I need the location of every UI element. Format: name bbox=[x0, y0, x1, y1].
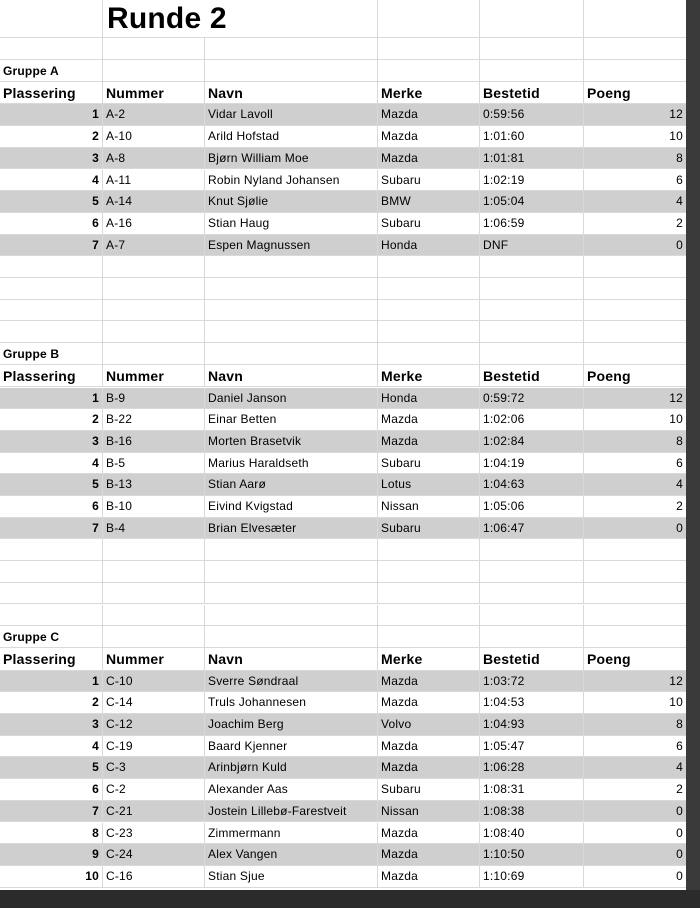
group-label-row bbox=[0, 343, 686, 365]
cell-placement[interactable]: 4 bbox=[0, 736, 103, 757]
empty-cell[interactable] bbox=[205, 583, 378, 604]
cell-best-time[interactable]: 1:10:69 bbox=[480, 866, 584, 887]
cell-number[interactable]: C-2 bbox=[103, 779, 205, 800]
cell-best-time[interactable]: 1:01:81 bbox=[480, 148, 584, 169]
cell-name[interactable]: Eivind Kvigstad bbox=[205, 496, 378, 517]
cell-brand[interactable]: Mazda bbox=[378, 148, 480, 169]
cell-points[interactable]: 4 bbox=[676, 477, 683, 492]
empty-row bbox=[0, 256, 686, 278]
empty-cell[interactable] bbox=[103, 343, 205, 364]
cell-brand[interactable]: Lotus bbox=[378, 474, 480, 495]
cell-placement[interactable]: 2 bbox=[0, 692, 103, 713]
cell-brand[interactable]: Mazda bbox=[378, 431, 480, 452]
header-best-time[interactable]: Bestetid bbox=[480, 82, 584, 104]
cell-number[interactable]: B-10 bbox=[103, 496, 205, 517]
cell-points[interactable]: 2 bbox=[676, 782, 683, 797]
cell-brand[interactable]: Subaru bbox=[378, 453, 480, 474]
empty-cell[interactable] bbox=[584, 60, 686, 81]
cell-placement[interactable]: 10 bbox=[0, 866, 103, 887]
table-row bbox=[0, 148, 686, 170]
cell-name[interactable]: Daniel Janson bbox=[205, 388, 378, 409]
empty-cell[interactable] bbox=[480, 539, 584, 560]
empty-row bbox=[0, 38, 686, 60]
empty-cell[interactable] bbox=[378, 278, 480, 299]
cell-number[interactable]: A-16 bbox=[103, 213, 205, 234]
cell-points[interactable]: 6 bbox=[676, 172, 683, 187]
cell-number[interactable]: A-2 bbox=[103, 104, 205, 125]
cell-brand[interactable]: Nissan bbox=[378, 801, 480, 822]
empty-cell[interactable] bbox=[103, 60, 205, 81]
empty-cell[interactable] bbox=[584, 626, 686, 647]
cell-placement[interactable]: 6 bbox=[0, 779, 103, 800]
cell-name[interactable]: Vidar Lavoll bbox=[205, 104, 378, 125]
empty-cell[interactable] bbox=[103, 561, 205, 582]
cell-number[interactable]: B-9 bbox=[103, 388, 205, 409]
cell-number[interactable]: B-13 bbox=[103, 474, 205, 495]
empty-cell[interactable] bbox=[480, 343, 584, 364]
empty-cell[interactable] bbox=[480, 60, 584, 81]
empty-cell[interactable] bbox=[584, 605, 686, 626]
empty-cell[interactable] bbox=[205, 38, 378, 59]
cell-placement[interactable]: 1 bbox=[0, 671, 103, 692]
empty-cell[interactable] bbox=[584, 583, 686, 604]
empty-cell[interactable] bbox=[378, 539, 480, 560]
empty-cell[interactable] bbox=[378, 60, 480, 81]
cell-points[interactable]: 10 bbox=[669, 129, 683, 144]
cell-name[interactable]: Knut Sjølie bbox=[205, 191, 378, 212]
empty-cell[interactable] bbox=[584, 300, 686, 321]
table-row bbox=[0, 388, 686, 410]
cell-number[interactable]: C-21 bbox=[103, 801, 205, 822]
header-placement[interactable]: Plassering bbox=[0, 365, 103, 387]
header-best-time[interactable]: Bestetid bbox=[480, 365, 584, 387]
cell-placement[interactable]: 5 bbox=[0, 191, 103, 212]
table-row bbox=[0, 431, 686, 453]
cell-number[interactable]: A-10 bbox=[103, 126, 205, 147]
empty-cell[interactable] bbox=[584, 0, 686, 37]
cell-best-time[interactable]: 1:03:72 bbox=[480, 671, 584, 692]
cell-best-time[interactable]: 0:59:56 bbox=[480, 104, 584, 125]
cell-number[interactable]: C-23 bbox=[103, 823, 205, 844]
cell-name[interactable]: Stian Aarø bbox=[205, 474, 378, 495]
cell-name[interactable]: Arinbjørn Kuld bbox=[205, 757, 378, 778]
cell-best-time[interactable]: 1:08:40 bbox=[480, 823, 584, 844]
cell-best-time[interactable]: 0:59:72 bbox=[480, 388, 584, 409]
cell-best-time[interactable]: DNF bbox=[480, 235, 584, 256]
cell-name[interactable]: Zimmermann bbox=[205, 823, 378, 844]
table-row bbox=[0, 474, 686, 496]
table-row bbox=[0, 235, 686, 257]
header-name[interactable]: Navn bbox=[205, 365, 378, 387]
cell-points[interactable]: 12 bbox=[669, 107, 683, 122]
empty-cell[interactable] bbox=[378, 626, 480, 647]
cell-points[interactable]: 12 bbox=[669, 673, 683, 688]
cell-brand[interactable]: Subaru bbox=[378, 213, 480, 234]
cell-name[interactable]: Einar Betten bbox=[205, 409, 378, 430]
cell-best-time[interactable]: 1:08:31 bbox=[480, 779, 584, 800]
table-row bbox=[0, 823, 686, 845]
cell-number[interactable]: C-24 bbox=[103, 844, 205, 865]
group-label[interactable]: Gruppe B bbox=[0, 343, 103, 364]
empty-cell[interactable] bbox=[205, 539, 378, 560]
table-row bbox=[0, 779, 686, 801]
empty-cell[interactable] bbox=[205, 256, 378, 277]
cell-name[interactable]: Morten Brasetvik bbox=[205, 431, 378, 452]
cell-placement[interactable]: 3 bbox=[0, 714, 103, 735]
cell-points[interactable]: 12 bbox=[669, 390, 683, 405]
empty-cell[interactable] bbox=[103, 539, 205, 560]
header-row bbox=[0, 82, 686, 105]
cell-brand[interactable]: BMW bbox=[378, 191, 480, 212]
cell-best-time[interactable]: 1:04:53 bbox=[480, 692, 584, 713]
cell-brand[interactable]: Subaru bbox=[378, 518, 480, 539]
cell-number[interactable]: C-16 bbox=[103, 866, 205, 887]
empty-cell[interactable] bbox=[378, 300, 480, 321]
cell-name[interactable]: Sverre Søndraal bbox=[205, 671, 378, 692]
cell-brand[interactable]: Mazda bbox=[378, 823, 480, 844]
group-label[interactable]: Gruppe C bbox=[0, 626, 103, 647]
empty-cell[interactable] bbox=[0, 278, 103, 299]
empty-cell[interactable] bbox=[103, 321, 205, 342]
header-name[interactable]: Navn bbox=[205, 82, 378, 104]
table-row bbox=[0, 671, 686, 693]
empty-cell[interactable] bbox=[0, 256, 103, 277]
header-name[interactable]: Navn bbox=[205, 648, 378, 670]
empty-row bbox=[0, 605, 686, 627]
cell-points[interactable]: 4 bbox=[676, 194, 683, 209]
cell-best-time[interactable]: 1:06:28 bbox=[480, 757, 584, 778]
cell-points[interactable]: 2 bbox=[676, 215, 683, 230]
cell-name[interactable]: Espen Magnussen bbox=[205, 235, 378, 256]
header-points[interactable]: Poeng bbox=[587, 650, 631, 667]
header-number[interactable]: Nummer bbox=[103, 648, 205, 670]
table-row bbox=[0, 518, 686, 540]
empty-cell[interactable] bbox=[0, 539, 103, 560]
cell-number[interactable]: C-14 bbox=[103, 692, 205, 713]
cell-placement[interactable]: 2 bbox=[0, 409, 103, 430]
cell-points[interactable]: 8 bbox=[676, 717, 683, 731]
cell-placement[interactable]: 6 bbox=[0, 213, 103, 234]
empty-cell[interactable] bbox=[480, 0, 584, 37]
cell-placement[interactable]: 3 bbox=[0, 148, 103, 169]
empty-cell[interactable] bbox=[480, 605, 584, 626]
cell-points[interactable]: 10 bbox=[669, 412, 683, 427]
table-row bbox=[0, 866, 686, 888]
empty-row bbox=[0, 561, 686, 583]
cell-name[interactable]: Robin Nyland Johansen bbox=[205, 170, 378, 191]
cell-best-time[interactable]: 1:06:59 bbox=[480, 213, 584, 234]
empty-cell[interactable] bbox=[378, 343, 480, 364]
empty-cell[interactable] bbox=[0, 561, 103, 582]
table-row bbox=[0, 496, 686, 518]
empty-cell[interactable] bbox=[584, 38, 686, 59]
cell-name[interactable]: Joachim Berg bbox=[205, 714, 378, 735]
cell-number[interactable]: C-19 bbox=[103, 736, 205, 757]
empty-cell[interactable] bbox=[378, 583, 480, 604]
empty-cell[interactable] bbox=[103, 626, 205, 647]
cell-points[interactable]: 8 bbox=[676, 150, 683, 165]
cell-number[interactable]: C-3 bbox=[103, 757, 205, 778]
empty-cell[interactable] bbox=[0, 605, 103, 626]
cell-placement[interactable]: 7 bbox=[0, 235, 103, 256]
cell-name[interactable]: Alexander Aas bbox=[205, 779, 378, 800]
cell-placement[interactable]: 5 bbox=[0, 757, 103, 778]
table-row bbox=[0, 191, 686, 213]
cell-points[interactable]: 10 bbox=[669, 695, 683, 710]
cell-placement[interactable]: 3 bbox=[0, 431, 103, 452]
cell-best-time[interactable]: 1:10:50 bbox=[480, 844, 584, 865]
header-placement[interactable]: Plassering bbox=[0, 82, 103, 104]
table-row bbox=[0, 126, 686, 148]
empty-cell[interactable] bbox=[205, 561, 378, 582]
cell-brand[interactable]: Mazda bbox=[378, 866, 480, 887]
cell-points[interactable]: 0 bbox=[676, 803, 683, 818]
cell-points[interactable]: 0 bbox=[676, 520, 683, 535]
empty-cell[interactable] bbox=[480, 626, 584, 647]
cell-name[interactable]: Jostein Lillebø-Farestveit bbox=[205, 801, 378, 822]
cell-number[interactable]: B-5 bbox=[103, 453, 205, 474]
cell-brand[interactable]: Honda bbox=[378, 235, 480, 256]
empty-cell[interactable] bbox=[205, 60, 378, 81]
cell-number[interactable]: B-16 bbox=[103, 431, 205, 452]
cell-brand[interactable]: Subaru bbox=[378, 170, 480, 191]
cell-brand[interactable]: Nissan bbox=[378, 496, 480, 517]
cell-best-time[interactable]: 1:08:38 bbox=[480, 801, 584, 822]
empty-cell[interactable] bbox=[0, 300, 103, 321]
table-row bbox=[0, 801, 686, 823]
empty-cell[interactable] bbox=[0, 583, 103, 604]
cell-number[interactable]: B-4 bbox=[103, 518, 205, 539]
table-row bbox=[0, 757, 686, 779]
cell-name[interactable]: Alex Vangen bbox=[205, 844, 378, 865]
cell-best-time[interactable]: 1:05:04 bbox=[480, 191, 584, 212]
cell-placement[interactable]: 1 bbox=[0, 104, 103, 125]
empty-cell[interactable] bbox=[103, 278, 205, 299]
empty-cell[interactable] bbox=[205, 300, 378, 321]
empty-cell[interactable] bbox=[0, 0, 103, 37]
cell-points[interactable]: 0 bbox=[676, 868, 683, 883]
title-row bbox=[0, 0, 686, 38]
empty-cell[interactable] bbox=[103, 605, 205, 626]
cell-brand[interactable]: Mazda bbox=[378, 736, 480, 757]
empty-row bbox=[0, 300, 686, 322]
empty-cell[interactable] bbox=[205, 605, 378, 626]
cell-best-time[interactable]: 1:01:60 bbox=[480, 126, 584, 147]
cell-brand[interactable]: Mazda bbox=[378, 844, 480, 865]
empty-cell[interactable] bbox=[205, 343, 378, 364]
cell-points[interactable]: 6 bbox=[676, 455, 683, 470]
cell-points[interactable]: 0 bbox=[676, 825, 683, 840]
cell-best-time[interactable]: 1:06:47 bbox=[480, 518, 584, 539]
cell-points[interactable]: 4 bbox=[676, 760, 683, 775]
table-row bbox=[0, 213, 686, 235]
cell-points[interactable]: 6 bbox=[676, 738, 683, 753]
empty-cell[interactable] bbox=[103, 256, 205, 277]
cell-points[interactable]: 2 bbox=[676, 499, 683, 513]
empty-cell[interactable] bbox=[103, 300, 205, 321]
header-placement[interactable]: Plassering bbox=[0, 648, 103, 670]
header-brand[interactable]: Merke bbox=[378, 365, 480, 387]
header-number[interactable]: Nummer bbox=[103, 82, 205, 104]
cell-name[interactable]: Marius Haraldseth bbox=[205, 453, 378, 474]
cell-best-time[interactable]: 1:05:47 bbox=[480, 736, 584, 757]
cell-points[interactable]: 0 bbox=[676, 237, 683, 252]
cell-name[interactable]: Truls Johannesen bbox=[205, 692, 378, 713]
cell-brand[interactable]: Mazda bbox=[378, 409, 480, 430]
table-row bbox=[0, 104, 686, 126]
cell-brand[interactable]: Mazda bbox=[378, 104, 480, 125]
cell-name[interactable]: Brian Elvesæter bbox=[205, 518, 378, 539]
empty-cell[interactable] bbox=[584, 278, 686, 299]
cell-placement[interactable]: 4 bbox=[0, 453, 103, 474]
bottom-bar bbox=[0, 890, 700, 908]
empty-row bbox=[0, 278, 686, 300]
cell-brand[interactable]: Subaru bbox=[378, 779, 480, 800]
cell-points[interactable]: 0 bbox=[676, 847, 683, 862]
cell-points[interactable]: 8 bbox=[676, 433, 683, 448]
empty-cell[interactable] bbox=[378, 38, 480, 59]
cell-name[interactable]: Baard Kjenner bbox=[205, 736, 378, 757]
cell-brand[interactable]: Mazda bbox=[378, 757, 480, 778]
table-row bbox=[0, 170, 686, 192]
cell-name[interactable]: Bjørn William Moe bbox=[205, 148, 378, 169]
empty-row bbox=[0, 583, 686, 605]
cell-number[interactable]: C-10 bbox=[103, 671, 205, 692]
empty-cell[interactable] bbox=[480, 38, 584, 59]
empty-cell[interactable] bbox=[205, 278, 378, 299]
empty-cell[interactable] bbox=[584, 321, 686, 342]
empty-cell[interactable] bbox=[378, 256, 480, 277]
cell-name[interactable]: Stian Haug bbox=[205, 213, 378, 234]
empty-cell[interactable] bbox=[378, 0, 480, 37]
header-best-time[interactable]: Bestetid bbox=[480, 648, 584, 670]
table-row bbox=[0, 714, 686, 736]
cell-brand[interactable]: Honda bbox=[378, 388, 480, 409]
header-number[interactable]: Nummer bbox=[103, 365, 205, 387]
cell-number[interactable]: B-22 bbox=[103, 409, 205, 430]
cell-brand[interactable]: Mazda bbox=[378, 126, 480, 147]
vertical-scrollbar[interactable] bbox=[686, 0, 700, 908]
group-label-row bbox=[0, 626, 686, 648]
cell-placement[interactable]: 5 bbox=[0, 474, 103, 495]
cell-brand[interactable]: Mazda bbox=[378, 692, 480, 713]
cell-placement[interactable]: 1 bbox=[0, 388, 103, 409]
cell-name[interactable]: Arild Hofstad bbox=[205, 126, 378, 147]
empty-cell[interactable] bbox=[480, 583, 584, 604]
empty-cell[interactable] bbox=[378, 561, 480, 582]
empty-cell[interactable] bbox=[584, 256, 686, 277]
cell-best-time[interactable]: 1:04:63 bbox=[480, 474, 584, 495]
cell-brand[interactable]: Mazda bbox=[378, 671, 480, 692]
header-row bbox=[0, 365, 686, 388]
cell-number[interactable]: A-8 bbox=[103, 148, 205, 169]
cell-number[interactable]: A-11 bbox=[103, 170, 205, 191]
table-row bbox=[0, 409, 686, 431]
empty-cell[interactable] bbox=[378, 605, 480, 626]
empty-cell[interactable] bbox=[480, 561, 584, 582]
empty-cell[interactable] bbox=[205, 626, 378, 647]
table-row bbox=[0, 736, 686, 758]
header-brand[interactable]: Merke bbox=[378, 82, 480, 104]
empty-cell[interactable] bbox=[480, 278, 584, 299]
header-points[interactable]: Poeng bbox=[587, 84, 631, 101]
empty-cell[interactable] bbox=[0, 321, 103, 342]
empty-cell[interactable] bbox=[584, 343, 686, 364]
empty-cell[interactable] bbox=[378, 321, 480, 342]
empty-row bbox=[0, 539, 686, 561]
sheet-title[interactable]: Runde 2 bbox=[103, 0, 378, 37]
cell-number[interactable]: A-7 bbox=[103, 235, 205, 256]
header-row bbox=[0, 648, 686, 671]
cell-placement[interactable]: 4 bbox=[0, 170, 103, 191]
group-label[interactable]: Gruppe A bbox=[0, 60, 103, 81]
cell-placement[interactable]: 9 bbox=[0, 844, 103, 865]
cell-number[interactable]: C-12 bbox=[103, 714, 205, 735]
header-points[interactable]: Poeng bbox=[587, 367, 631, 384]
cell-brand[interactable]: Volvo bbox=[378, 714, 480, 735]
cell-best-time[interactable]: 1:02:19 bbox=[480, 170, 584, 191]
table-row bbox=[0, 844, 686, 866]
cell-placement[interactable]: 6 bbox=[0, 496, 103, 517]
cell-placement[interactable]: 2 bbox=[0, 126, 103, 147]
cell-placement[interactable]: 7 bbox=[0, 801, 103, 822]
cell-placement[interactable]: 7 bbox=[0, 518, 103, 539]
cell-name[interactable]: Stian Sjue bbox=[205, 866, 378, 887]
cell-placement[interactable]: 8 bbox=[0, 823, 103, 844]
empty-cell[interactable] bbox=[103, 38, 205, 59]
empty-cell[interactable] bbox=[103, 583, 205, 604]
empty-cell[interactable] bbox=[205, 321, 378, 342]
empty-cell[interactable] bbox=[584, 539, 686, 560]
group-label-row bbox=[0, 60, 686, 82]
cell-best-time[interactable]: 1:02:06 bbox=[480, 409, 584, 430]
empty-cell[interactable] bbox=[480, 300, 584, 321]
empty-row bbox=[0, 321, 686, 343]
header-brand[interactable]: Merke bbox=[378, 648, 480, 670]
empty-cell[interactable] bbox=[480, 321, 584, 342]
cell-number[interactable]: A-14 bbox=[103, 191, 205, 212]
table-row bbox=[0, 692, 686, 714]
cell-best-time[interactable]: 1:05:06 bbox=[480, 496, 584, 517]
table-row bbox=[0, 453, 686, 475]
empty-cell[interactable] bbox=[480, 256, 584, 277]
cell-best-time[interactable]: 1:04:19 bbox=[480, 453, 584, 474]
empty-cell[interactable] bbox=[584, 561, 686, 582]
cell-best-time[interactable]: 1:02:84 bbox=[480, 431, 584, 452]
empty-cell[interactable] bbox=[0, 38, 103, 59]
cell-best-time[interactable]: 1:04:93 bbox=[480, 714, 584, 735]
